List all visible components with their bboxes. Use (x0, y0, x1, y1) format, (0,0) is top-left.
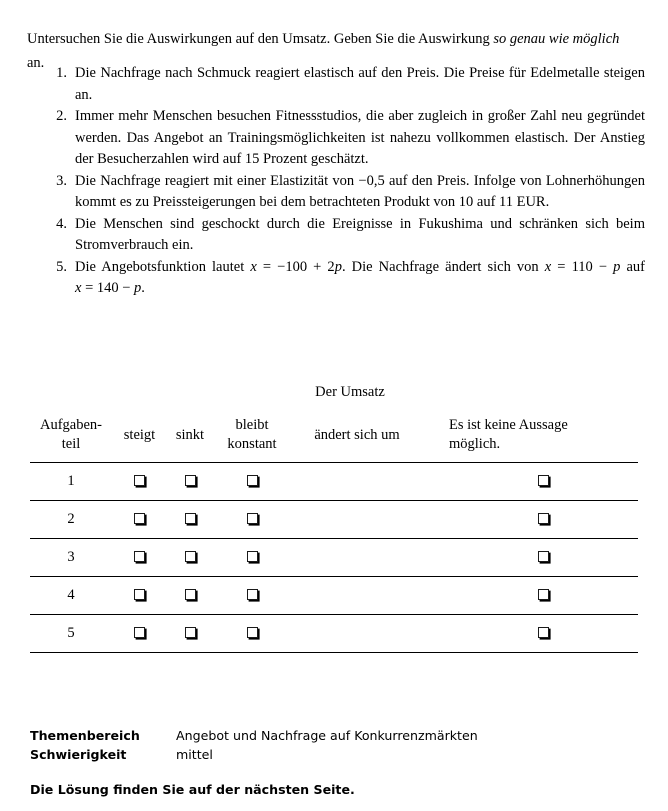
header-line-2: konstant (227, 436, 277, 452)
table-row (30, 501, 638, 539)
task-text: Immer mehr Menschen besuchen Fitnessstudios, die aber zugleich in großer Zahl neu gegründet werden. Das Angebot an Trainingsmöglichkeiten ist nahezu vollkommen elastisch. Der Anstieg der Besucherzahlen wird auf 15 Prozent geschätzt. (75, 108, 645, 167)
cell-sinkt (167, 501, 213, 539)
task-number: 5. (56, 258, 67, 275)
checkbox-steigt[interactable] (134, 589, 145, 600)
checkbox-keine-aussage[interactable] (538, 513, 549, 524)
task-text-with-formula (75, 257, 645, 300)
formula-supply (250, 259, 342, 275)
column-header-keine-aussage (423, 408, 638, 463)
cell-keine-aussage (423, 463, 638, 501)
formula-rest: = 110 − (551, 258, 614, 275)
task-number: 4. (56, 215, 67, 232)
checkbox-keine-aussage[interactable] (538, 627, 549, 638)
task5-text-before: Die Angebotsfunktion lautet (75, 258, 251, 275)
task-number: 1. (56, 65, 67, 81)
table-row (30, 463, 638, 501)
cell-steigt (112, 615, 167, 653)
row-label: 4 (67, 587, 75, 603)
header-line-1: Es ist keine Aussage (449, 417, 568, 433)
cell-aendert-sich-um[interactable] (291, 615, 423, 653)
metadata-value: mittel (176, 747, 213, 762)
list-item (45, 214, 645, 257)
formula-var-x: x (75, 280, 82, 296)
cell-bleibt-konstant (213, 463, 291, 501)
header-line-2: teil (61, 436, 81, 452)
formula-var-p: p (613, 258, 621, 275)
cell-keine-aussage (423, 501, 638, 539)
cell-steigt (112, 539, 167, 577)
row-label: 3 (67, 549, 75, 565)
checkbox-sinkt[interactable] (185, 627, 196, 638)
task-text: Die Nachfrage nach Schmuck reagiert elastisch auf den Preis. Die Preise für Edelmetalle steigen an. (75, 65, 645, 103)
checkbox-keine-aussage[interactable] (538, 475, 549, 486)
checkbox-keine-aussage[interactable] (538, 589, 549, 600)
checkbox-steigt[interactable] (134, 627, 145, 638)
header-line-1: Aufgaben- (39, 417, 102, 433)
solution-note: Die Lösung finden Sie auf der nächsten Seite. (30, 782, 355, 797)
checkbox-bleibt-konstant[interactable] (247, 513, 258, 524)
column-header-bleibt-konstant (213, 408, 291, 463)
cell-aendert-sich-um[interactable] (291, 577, 423, 615)
metadata-key: Schwierigkeit (30, 747, 127, 762)
cell-bleibt-konstant (213, 501, 291, 539)
cell-sinkt (167, 615, 213, 653)
checkbox-sinkt[interactable] (185, 589, 196, 600)
formula-var-x: x (250, 258, 257, 275)
cell-keine-aussage (423, 577, 638, 615)
metadata-row-schwierigkeit (30, 745, 630, 764)
column-header-aufgabenteil (30, 408, 112, 463)
column-header-steigt: steigt (123, 426, 156, 443)
formula-var-p: p (134, 280, 142, 296)
formula-demand-old (545, 259, 621, 275)
metadata-block (30, 726, 630, 764)
cell-keine-aussage (423, 615, 638, 653)
checkbox-bleibt-konstant[interactable] (247, 551, 258, 562)
checkbox-sinkt[interactable] (185, 551, 196, 562)
task5-text-auf: auf (620, 258, 645, 275)
cell-bleibt-konstant (213, 577, 291, 615)
answer-table (30, 408, 638, 653)
table-header-row (30, 408, 638, 463)
formula-demand-new (75, 280, 141, 296)
checkbox-steigt[interactable] (134, 475, 145, 486)
task5-text-end: . (141, 280, 145, 296)
task-list (45, 63, 645, 300)
cell-sinkt (167, 577, 213, 615)
table-header (30, 408, 638, 463)
cell-sinkt (167, 539, 213, 577)
cell-keine-aussage (423, 539, 638, 577)
intro-text-part1: Untersuchen Sie die Auswirkungen auf den Umsatz. Geben Sie die Auswirkung (27, 30, 494, 47)
checkbox-bleibt-konstant[interactable] (247, 475, 258, 486)
metadata-value: Angebot und Nachfrage auf Konkurrenzmärkten (176, 728, 478, 743)
formula-var-p: p (334, 258, 342, 275)
checkbox-bleibt-konstant[interactable] (247, 589, 258, 600)
list-item (45, 106, 645, 171)
header-line-1: bleibt (235, 417, 269, 433)
formula-rest: = −100 + 2 (256, 258, 335, 275)
row-label: 1 (67, 473, 75, 489)
checkbox-sinkt[interactable] (185, 513, 196, 524)
checkbox-steigt[interactable] (134, 551, 145, 562)
column-header-aendert-sich-um: ändert sich um (314, 426, 400, 443)
cell-aendert-sich-um[interactable] (291, 539, 423, 577)
task-number: 2. (56, 108, 67, 124)
table-row (30, 577, 638, 615)
checkbox-bleibt-konstant[interactable] (247, 627, 258, 638)
row-label: 5 (67, 625, 75, 641)
task-text: Die Menschen sind geschockt durch die Ereignisse in Fukushima und schränken sich beim Stromverbrauch ein. (75, 215, 645, 253)
table-caption: Der Umsatz (315, 384, 385, 400)
formula-rest: = 140 − (81, 280, 135, 296)
table-body (30, 463, 638, 653)
task-text: Die Nachfrage reagiert mit einer Elastizität von −0,5 auf den Preis. Infolge von Lohnerhöhungen kommt es zu Preissteigerungen bei dem betrachteten Produkt von 10 auf 11 EUR. (75, 172, 645, 210)
metadata-key: Themenbereich (30, 728, 140, 743)
checkbox-steigt[interactable] (134, 513, 145, 524)
task5-text-middle: . Die Nachfrage ändert sich von (341, 258, 545, 275)
table-row (30, 615, 638, 653)
metadata-row-themenbereich (30, 726, 630, 745)
list-item (45, 171, 645, 214)
row-label: 2 (67, 511, 75, 527)
cell-bleibt-konstant (213, 539, 291, 577)
list-item (45, 257, 645, 300)
cell-aendert-sich-um[interactable] (291, 463, 423, 501)
intro-text-italic: so genau wie möglich (493, 30, 620, 47)
cell-steigt (112, 577, 167, 615)
column-header-sinkt: sinkt (175, 426, 205, 443)
checkbox-keine-aussage[interactable] (538, 551, 549, 562)
header-line-2: möglich. (449, 436, 501, 452)
formula-var-x: x (544, 258, 552, 275)
checkbox-sinkt[interactable] (185, 475, 196, 486)
intro-text-part2: an. (27, 54, 45, 71)
cell-sinkt (167, 463, 213, 501)
list-item (45, 63, 645, 106)
cell-steigt (112, 463, 167, 501)
cell-aendert-sich-um[interactable] (291, 501, 423, 539)
table-row (30, 539, 638, 577)
cell-steigt (112, 501, 167, 539)
task-number: 3. (56, 172, 67, 189)
cell-bleibt-konstant (213, 615, 291, 653)
